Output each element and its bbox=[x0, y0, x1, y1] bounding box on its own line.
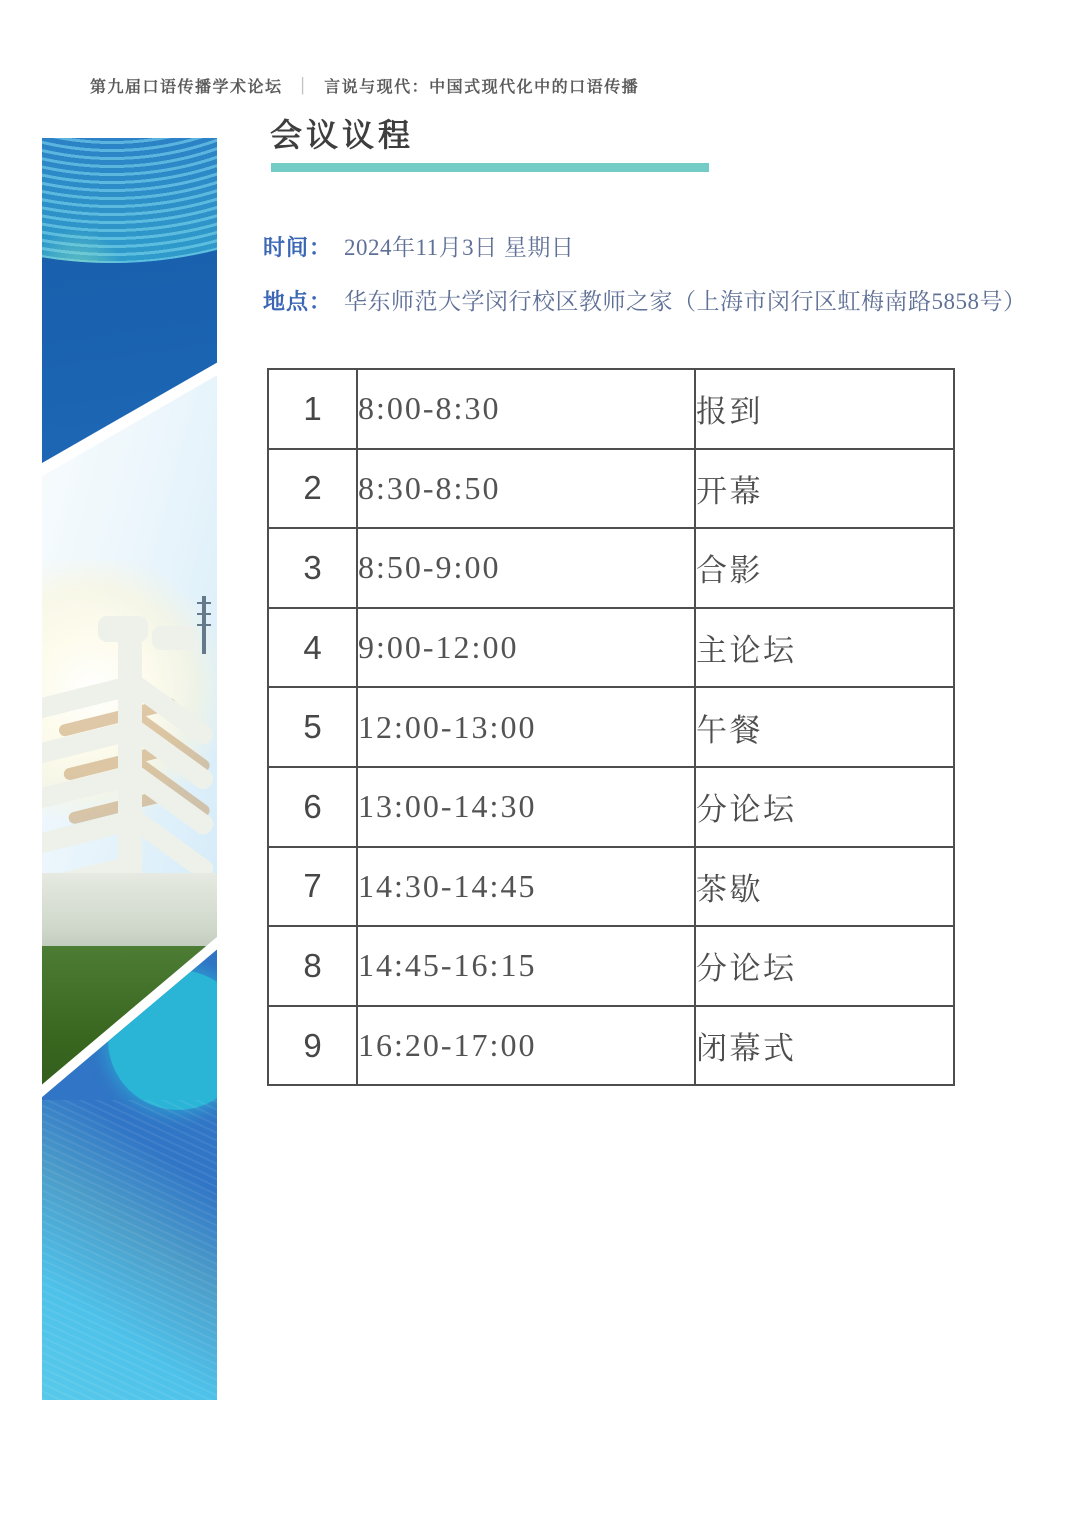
cell-event: 合影 bbox=[695, 528, 954, 608]
cell-time: 8:50-9:00 bbox=[357, 528, 695, 608]
time-value: 2024年11月3日 星期日 bbox=[344, 235, 575, 260]
cell-time: 12:00-13:00 bbox=[357, 687, 695, 767]
meta-location-row bbox=[263, 286, 1027, 321]
cell-no: 5 bbox=[268, 687, 357, 767]
table-row bbox=[268, 687, 954, 767]
page-title: 会议议程 bbox=[270, 117, 415, 153]
sculpture-graphic bbox=[42, 616, 217, 908]
sculpture-pedestal bbox=[42, 873, 217, 953]
cell-event: 茶歇 bbox=[695, 847, 954, 927]
cell-event: 午餐 bbox=[695, 687, 954, 767]
cell-event: 报到 bbox=[695, 369, 954, 449]
cell-time: 14:45-16:15 bbox=[357, 926, 695, 1006]
cell-no: 6 bbox=[268, 767, 357, 847]
table-row bbox=[268, 608, 954, 688]
cell-time: 14:30-14:45 bbox=[357, 847, 695, 927]
cell-no: 4 bbox=[268, 608, 357, 688]
header-divider: | bbox=[300, 75, 307, 95]
cell-no: 2 bbox=[268, 449, 357, 529]
banner-arc-pattern bbox=[42, 138, 217, 278]
cyan-wave-glow bbox=[42, 1100, 217, 1400]
table-row bbox=[268, 528, 954, 608]
cell-event: 开幕 bbox=[695, 449, 954, 529]
meta-time-row bbox=[263, 232, 574, 267]
time-label: 时间： bbox=[263, 235, 333, 260]
cell-time: 8:30-8:50 bbox=[357, 449, 695, 529]
cell-event: 分论坛 bbox=[695, 926, 954, 1006]
table-row bbox=[268, 369, 954, 449]
page-header bbox=[90, 74, 639, 97]
cell-no: 7 bbox=[268, 847, 357, 927]
cell-no: 3 bbox=[268, 528, 357, 608]
title-underline bbox=[271, 163, 709, 172]
cell-no: 8 bbox=[268, 926, 357, 1006]
location-value: 华东师范大学闵行校区教师之家（上海市闵行区虹梅南路5858号） bbox=[344, 289, 1027, 314]
table-row bbox=[268, 1006, 954, 1086]
cell-time: 16:20-17:00 bbox=[357, 1006, 695, 1086]
cell-event: 主论坛 bbox=[695, 608, 954, 688]
table-row bbox=[268, 926, 954, 1006]
location-label: 地点： bbox=[263, 289, 333, 314]
header-forum-name: 第九届口语传播学术论坛 bbox=[90, 79, 283, 96]
table-row bbox=[268, 847, 954, 927]
cell-no: 9 bbox=[268, 1006, 357, 1086]
cell-no: 1 bbox=[268, 369, 357, 449]
cell-time: 9:00-12:00 bbox=[357, 608, 695, 688]
cell-event: 闭幕式 bbox=[695, 1006, 954, 1086]
table-row bbox=[268, 449, 954, 529]
table-row bbox=[268, 767, 954, 847]
cell-event: 分论坛 bbox=[695, 767, 954, 847]
cell-time: 8:00-8:30 bbox=[357, 369, 695, 449]
cell-time: 13:00-14:30 bbox=[357, 767, 695, 847]
decorative-side-banner bbox=[42, 138, 217, 1400]
header-theme: 言说与现代：中国式现代化中的口语传播 bbox=[324, 79, 640, 96]
agenda-table bbox=[267, 368, 955, 1086]
